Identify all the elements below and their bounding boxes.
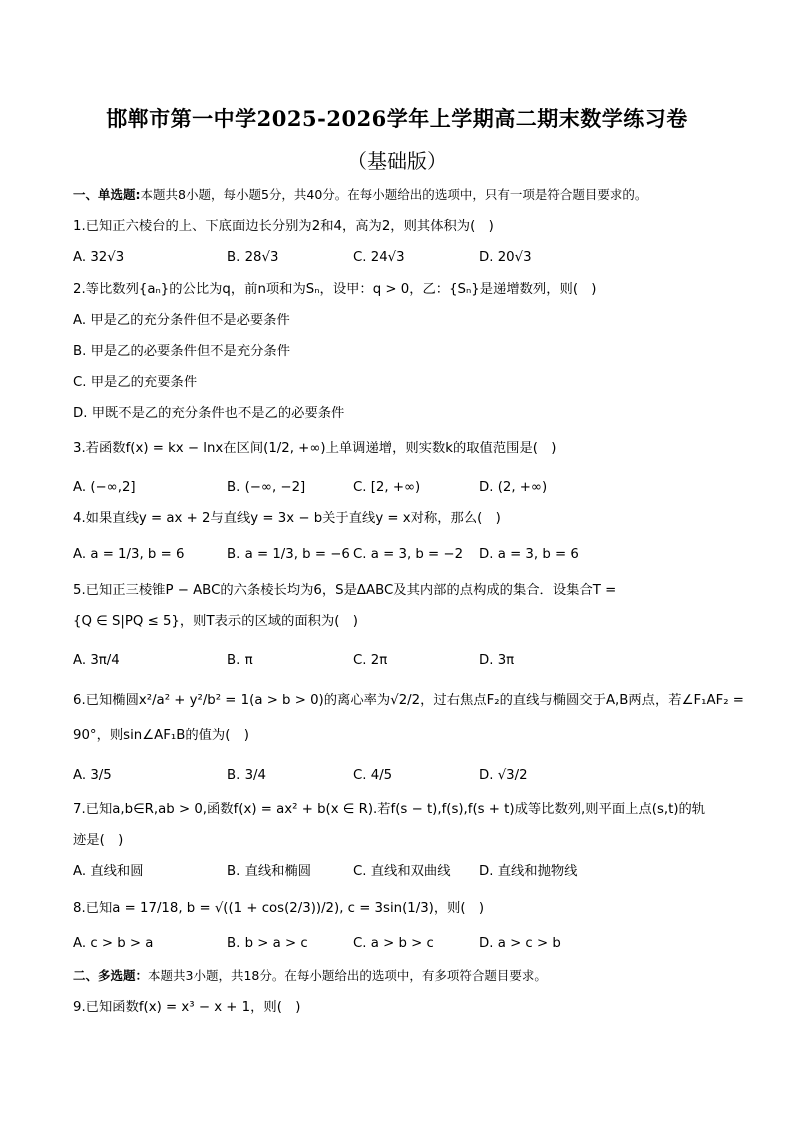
question-7-stem-line-2: 迹是( ): [73, 833, 124, 848]
section-heading-single-choice: [73, 186, 647, 204]
question-1-option-b: B. 28√3: [227, 250, 279, 265]
question-8-option-b: B. b > a > c: [227, 936, 308, 951]
question-5-stem-line-2: {Q ∈ S|PQ ≤ 5}，则T表示的区域的面积为( ): [73, 614, 358, 629]
question-2-option-c: C. 甲是乙的充要条件: [73, 375, 198, 390]
question-9-stem: 9.已知函数f(x) = x³ − x + 1，则( ): [73, 1000, 301, 1015]
question-8-stem: 8.已知a = 17/18, b = √((1 + cos(2/3))/2), c = 3sin(1/3)，则( ): [73, 901, 485, 916]
question-1-stem: 1.已知正六棱台的上、下底面边长分别为2和4，高为2，则其体积为( ): [73, 219, 494, 234]
question-8-option-c: C. a > b > c: [353, 936, 434, 951]
question-7-option-c: C. 直线和双曲线: [353, 864, 451, 879]
question-3-option-d: D. (2, +∞): [479, 480, 548, 495]
question-6-option-c: C. 4/5: [353, 768, 393, 783]
question-2-option-a: A. 甲是乙的充分条件但不是必要条件: [73, 313, 290, 328]
question-4-option-c: C. a = 3, b = −2: [353, 547, 464, 562]
question-7-option-a: A. 直线和圆: [73, 864, 144, 879]
section-heading-multiple-choice: [73, 967, 547, 985]
question-7-option-d: D. 直线和抛物线: [479, 864, 578, 879]
question-3-option-b: B. (−∞, −2]: [227, 480, 306, 495]
question-5-option-c: C. 2π: [353, 653, 388, 668]
question-7-option-b: B. 直线和椭圆: [227, 864, 312, 879]
question-2-option-d: D. 甲既不是乙的充分条件也不是乙的必要条件: [73, 406, 345, 421]
page-title: 邯郸市第一中学2025-2026学年上学期高二期末数学练习卷: [106, 106, 688, 131]
question-4-stem: 4.如果直线y = ax + 2与直线y = 3x − b关于直线y = x对称，那么( ): [73, 511, 501, 526]
question-4-option-b: B. a = 1/3, b = −6: [227, 547, 350, 562]
question-7-stem-line-1: 7.已知a,b∈R,ab > 0,函数f(x) = ax² + b(x ∈ R).若f(s − t),f(s),f(s + t)成等比数列,则平面上点(s,t)的轨: [73, 802, 706, 817]
section-instructions: 本题共3小题，共18分。在每小题给出的选项中，有多项符合题目要求。: [148, 968, 547, 983]
question-4-option-a: A. a = 1/3, b = 6: [73, 547, 185, 562]
question-5-option-d: D. 3π: [479, 653, 515, 668]
question-1-option-a: A. 32√3: [73, 250, 125, 265]
question-6-stem-line-1: 6.已知椭圆x²/a² + y²/b² = 1(a > b > 0)的离心率为√2/2，过右焦点F₂的直线与椭圆交于A,B两点，若∠F₁AF₂ =: [73, 693, 744, 708]
question-6-option-d: D. √3/2: [479, 768, 528, 783]
section-label: 二、多选题：: [73, 968, 149, 983]
question-4-option-d: D. a = 3, b = 6: [479, 547, 579, 562]
question-5-option-a: A. 3π/4: [73, 653, 120, 668]
question-3-option-c: C. [2, +∞): [353, 480, 421, 495]
page-subtitle: （基础版）: [347, 149, 447, 173]
question-5-option-b: B. π: [227, 653, 253, 668]
section-instructions: 本题共8小题，每小题5分，共40分。在每小题给出的选项中，只有一项是符合题目要求的。: [140, 187, 648, 202]
question-1-option-c: C. 24√3: [353, 250, 405, 265]
question-3-stem: 3.若函数f(x) = kx − lnx在区间(1/2, +∞)上单调递增，则实数k的取值范围是( ): [73, 441, 557, 456]
question-6-option-b: B. 3/4: [227, 768, 266, 783]
question-6-stem-line-2: 90°，则sin∠AF₁B的值为( ): [73, 728, 249, 743]
question-8-option-a: A. c > b > a: [73, 936, 154, 951]
question-3-option-a: A. (−∞,2]: [73, 480, 136, 495]
question-2-option-b: B. 甲是乙的必要条件但不是充分条件: [73, 344, 291, 359]
question-8-option-d: D. a > c > b: [479, 936, 561, 951]
question-1-option-d: D. 20√3: [479, 250, 532, 265]
question-2-stem: 2.等比数列{aₙ}的公比为q，前n项和为Sₙ，设甲：q > 0，乙：{Sₙ}是递增数列，则( ): [73, 282, 597, 297]
question-6-option-a: A. 3/5: [73, 768, 112, 783]
section-label: 一、单选题:: [73, 187, 141, 202]
question-5-stem-line-1: 5.已知正三棱锥P − ABC的六条棱长均为6，S是ΔABC及其内部的点构成的集合．设集合T =: [73, 583, 617, 598]
